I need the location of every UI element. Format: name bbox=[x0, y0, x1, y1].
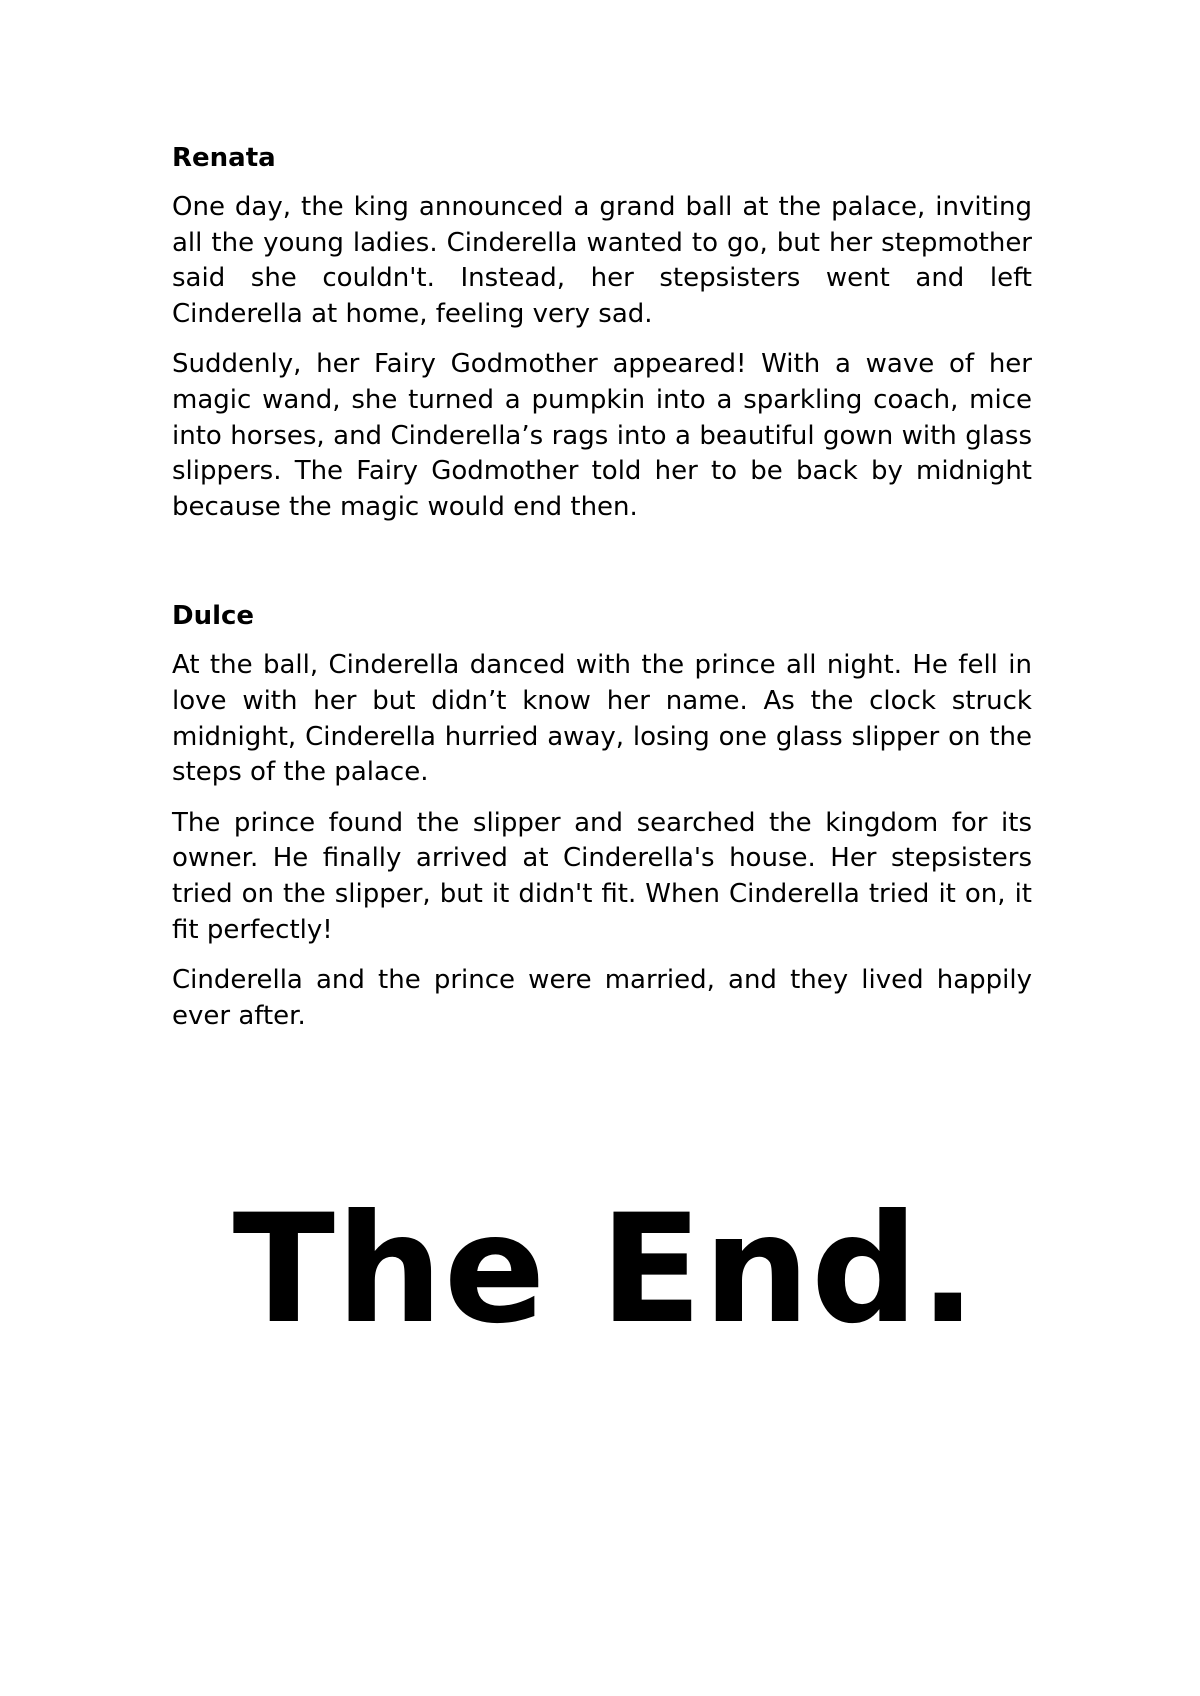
story-paragraph: Suddenly, her Fairy Godmother appeared! With a wave of her magic wand, she turned a pumpkin into a sparkling coach, mice into horses, and Cinderella’s rags into a beautiful gown with glass slippers. The Fairy Godmother told her to be back by midnight because the magic would end then. bbox=[172, 349, 1032, 522]
speaker-heading: Renata bbox=[172, 143, 276, 173]
section-dulce bbox=[172, 598, 1032, 1034]
story-body bbox=[172, 140, 1032, 1049]
story-paragraph: The prince found the slipper and searched the kingdom for its owner. He finally arrived at Cinderella's house. Her stepsisters tried on the slipper, but it didn't fit. When Cinderella tried it on, it fit perfectly! bbox=[172, 807, 1032, 945]
section-renata bbox=[172, 140, 1032, 525]
story-paragraph: Cinderella and the prince were married, and they lived happily ever after. bbox=[172, 965, 1032, 1031]
speaker-heading: Dulce bbox=[172, 601, 255, 632]
story-paragraph: One day, the king announced a grand ball at the palace, inviting all the young ladies. Cinderella wanted to go, but her stepmother said she couldn't. Instead, her stepsisters went and left Cinderella at home, feeling very sad. bbox=[172, 192, 1032, 329]
section-spacer bbox=[172, 540, 1032, 598]
story-paragraph: At the ball, Cinderella danced with the prince all night. He fell in love with her but didn’t know her name. As the clock struck midnight, Cinderella hurried away, losing one glass slipper on the steps of the palace. bbox=[172, 650, 1032, 788]
closing-title: The End. bbox=[232, 1183, 978, 1357]
